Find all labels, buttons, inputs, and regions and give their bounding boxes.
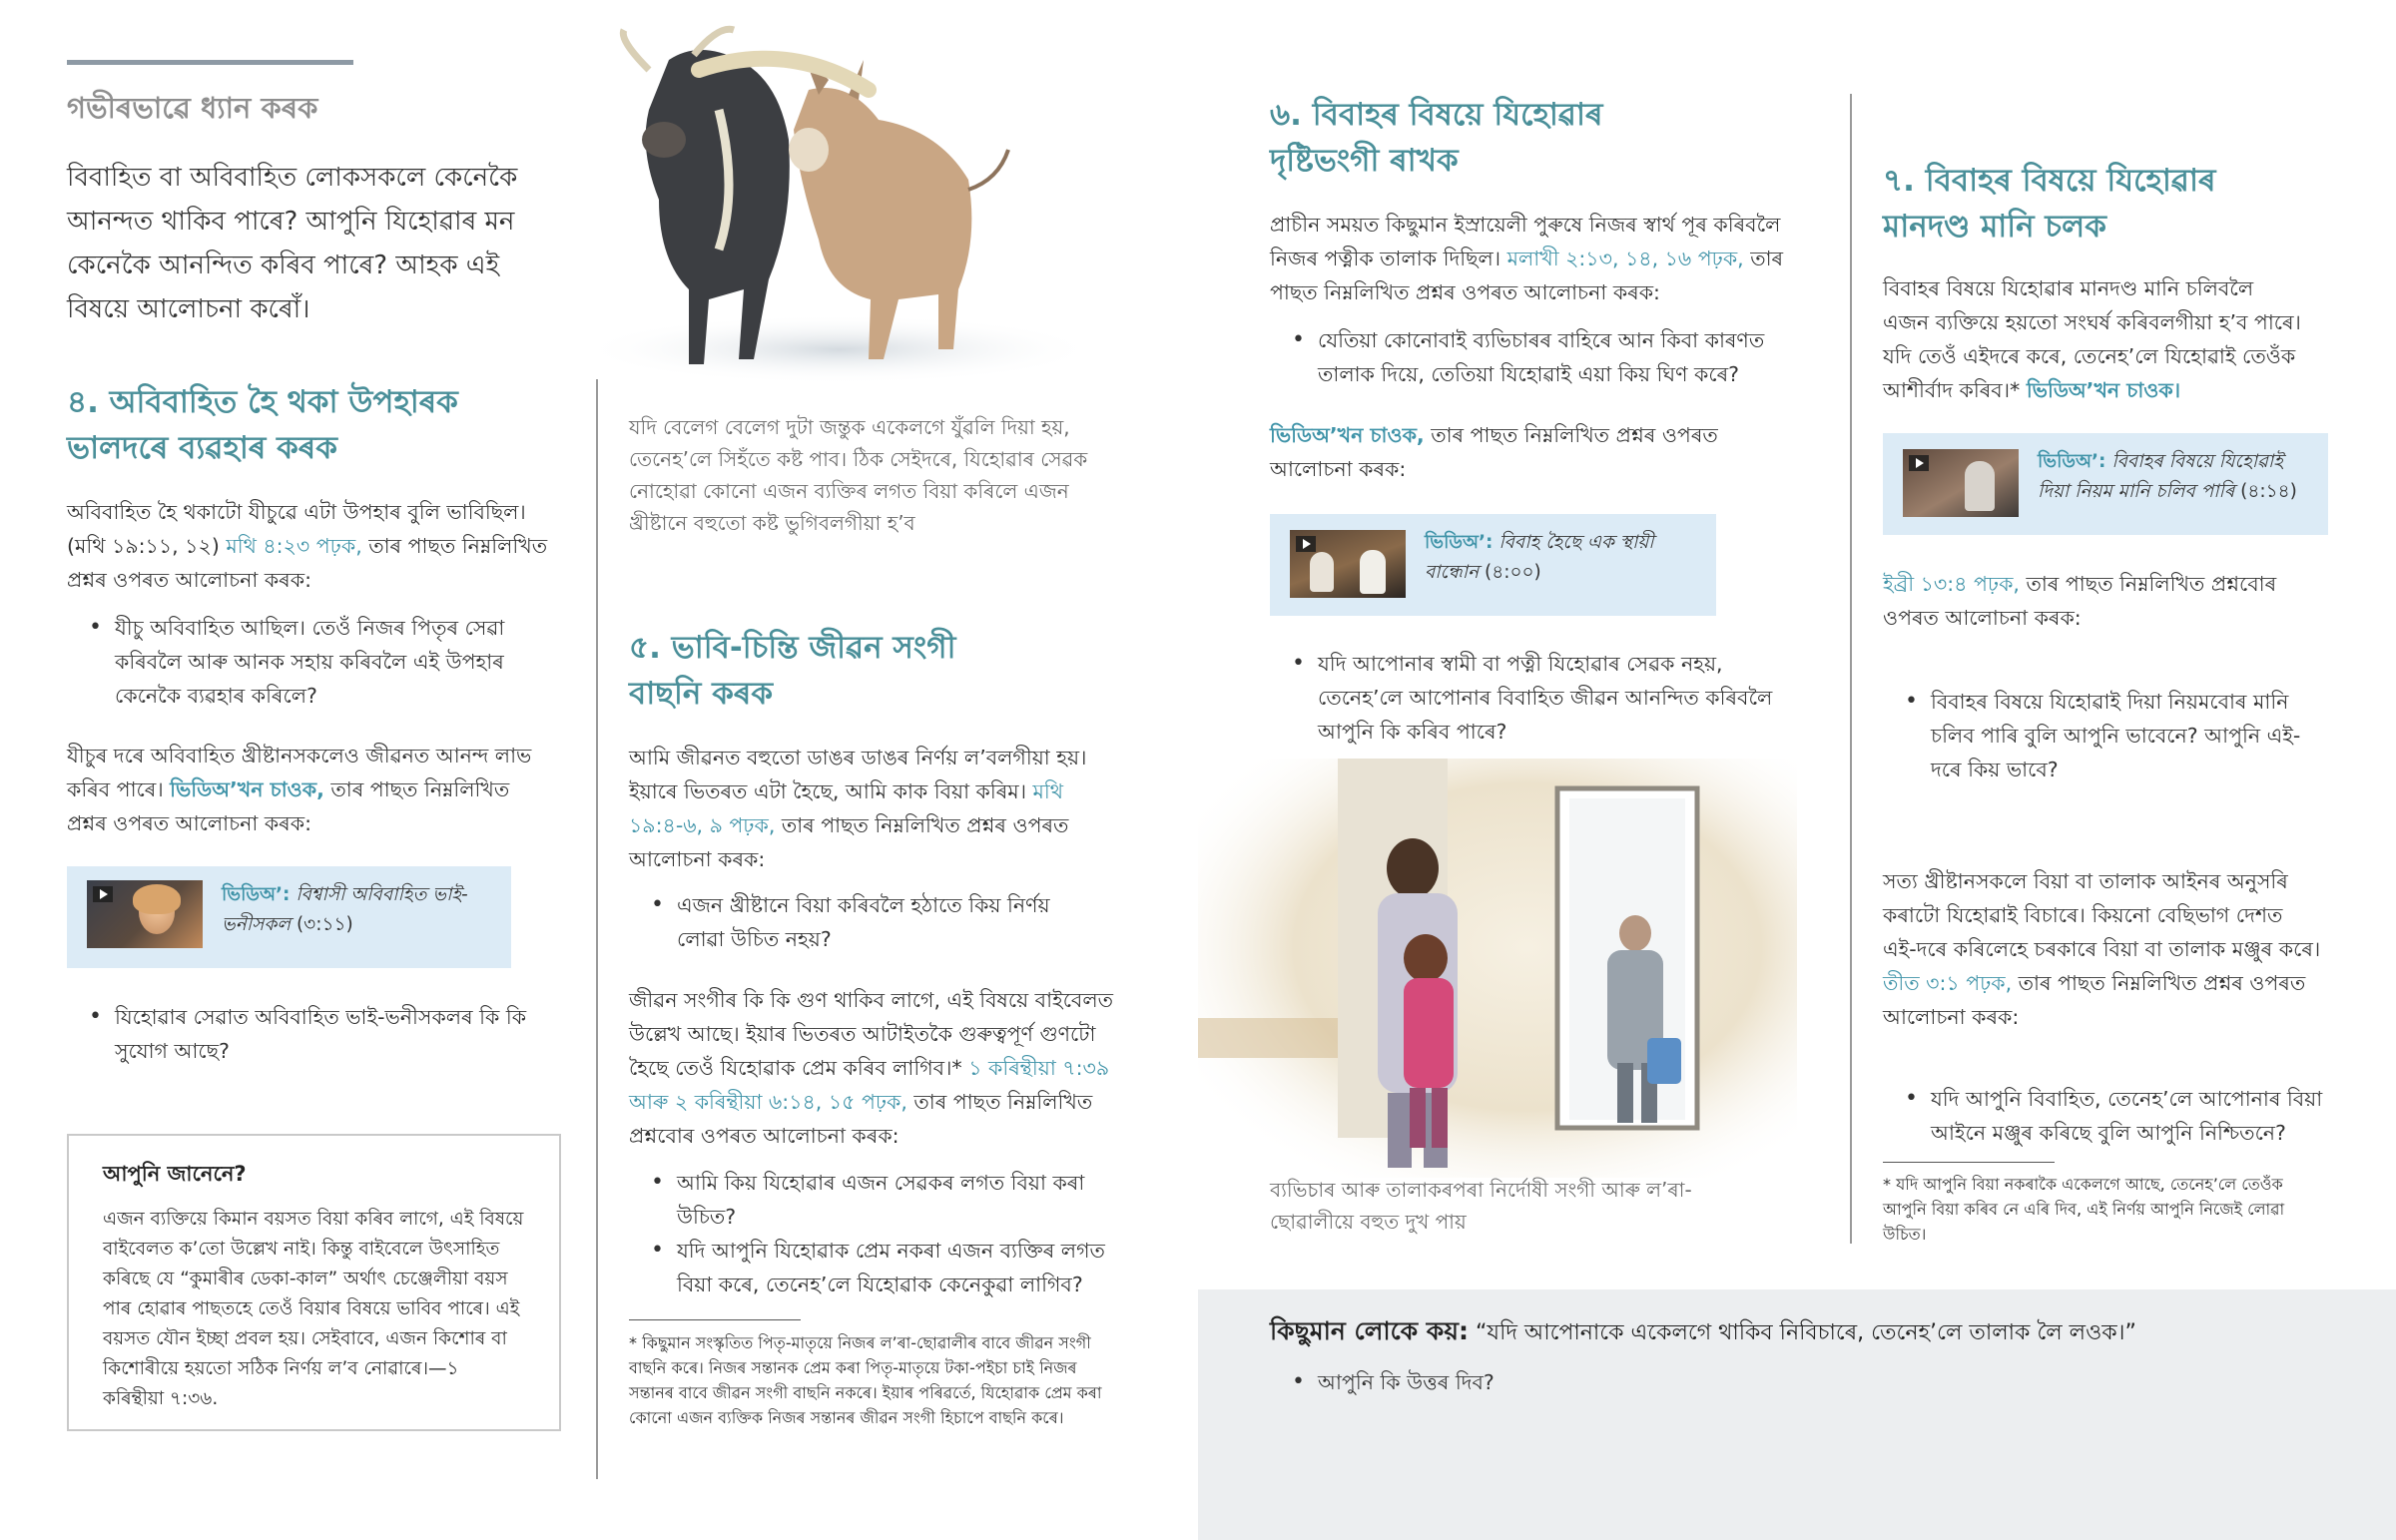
thumbnail-person <box>1310 552 1334 592</box>
section-6-title: ৬. বিবাহৰ বিষয়ে যিহোৱাৰ দৃষ্টিভংগী ৰাখক <box>1270 97 1603 179</box>
some-people-say-panel <box>1198 1289 2396 1540</box>
s5p2-text-b: তাৰ পাছত নিম্নলিখিত প্ৰশ্নবোৰ ওপৰত আলোচনা কৰক: <box>629 1090 1093 1148</box>
video-thumbnail[interactable] <box>87 880 203 948</box>
section-5-questions-2 <box>629 1166 1123 1301</box>
question-item: • যিহোৱাৰ সেৱাত অবিবাহিত ভাই-ভনীসকলৰ কি কি সুযোগ আছে? <box>115 1000 551 1068</box>
question-item: • যেতিয়া কোনোবাই ব্যভিচাৰৰ বাহিৰে আন কিবা কাৰণত তালাক দিয়ে, তেতিয়া যিহোৱাই এয়া কিয় ঘিণ কৰে? <box>1318 323 1769 391</box>
section-5-paragraph-1 <box>629 741 1118 876</box>
video-duration: (৪:০০) <box>1485 562 1541 583</box>
yoked-animals-illustration <box>579 0 1078 384</box>
some-people-say-quote: “যদি আপোনাকে একেলগে থাকিব নিবিচাৰে, তেনেহ’লে তালাক লৈ লওক।” <box>1469 1320 2136 1345</box>
video-duration: (৩:১১) <box>296 914 353 935</box>
family-caption: ব্যভিচাৰ আৰু তালাকৰপৰা নিৰ্দোষী সংগী আৰু ল’ৰা-ছোৱালীয়ে বহুত দুখ পায় <box>1270 1178 1692 1234</box>
question-item: • বিবাহৰ বিষয়ে যিহোৱাই দিয়া নিয়মবোৰ মানি চলিব পাৰি বুলি আপুনি ভাবেনে? আপুনি এই-দৰে কিয় ভাবে? <box>1931 685 2322 786</box>
s4p2-text: যীচুৰ দৰে অবিবাহিত খ্ৰীষ্টানসকলেও জীৱনত আনন্দ লাভ কৰিব পাৰে। <box>67 744 532 801</box>
video-card-1[interactable] <box>67 866 511 968</box>
play-icon[interactable] <box>1909 455 1929 471</box>
video-3-title <box>2038 447 2317 507</box>
column-divider-1 <box>596 379 598 1479</box>
watch-video-link[interactable]: ভিডিঅ’খন চাওক, <box>170 777 324 801</box>
s7p3-text: সত্য খ্ৰীষ্টানসকলে বিয়া বা তালাক আইনৰ অনুসৰি কৰাটো যিহোৱাই বিচাৰে। কিয়নো বেছিভাগ দেশত এই-দৰে কৰিলেহে চৰকাৰে বিয়া বা তালাক মঞ্জুৰ কৰে। <box>1883 869 2321 961</box>
video-card-3[interactable] <box>1883 433 2328 535</box>
section-6-questions-1 <box>1270 323 1769 391</box>
s6p2-text-b: তাৰ পাছত নিম্নলিখিত প্ৰশ্নৰ ওপৰত আলোচনা কৰক: <box>1270 423 1718 481</box>
some-people-say-text <box>1270 1313 2368 1351</box>
watch-video-link-3[interactable]: ভিডিঅ’খন চাওক। <box>2026 378 2181 402</box>
section-6-questions-2 <box>1270 647 1789 749</box>
question-item: • যদি আপুনি বিবাহিত, তেনেহ’লে আপোনাৰ বিয়া আইনে মঞ্জুৰ কৰিছে বুলি আপুনি নিশ্চিতনে? <box>1931 1082 2332 1150</box>
video-title-text: বিবাহ হৈছে এক স্থায়ী বান্ধোন <box>1425 532 1654 583</box>
scripture-link-titus[interactable]: তীত ৩:১ পঢ়ক, <box>1883 971 2013 995</box>
section-7-paragraph-2 <box>1883 567 2302 635</box>
heading-rule <box>67 60 353 65</box>
question-item: • যদি আপুনি যিহোৱাক প্ৰেম নকৰা এজন ব্যক্তিৰ লগত বিয়া কৰে, তেনেহ’লে যিহোৱাক কেনেকুৱা লাগিব? <box>677 1234 1123 1301</box>
s4p1-text: অবিবাহিত হৈ থকাটো যীচুৱে এটা উপহাৰ বুলি ভাবিছিল। (মথি ১৯:১১, ১২) <box>67 500 526 558</box>
scripture-link-hebrews[interactable]: ইব্ৰী ১৩:৪ পঢ়ক, <box>1883 572 2020 596</box>
section-4-paragraph-1 <box>67 495 551 597</box>
section-7-questions-2 <box>1883 1082 2332 1150</box>
video-label: ভিডিঅ’: <box>222 884 291 905</box>
scripture-link-matthew-19[interactable]: মথি ১৯:৪-৬, ৯ পঢ়ক, <box>629 779 1064 837</box>
section-6-paragraph-2 <box>1270 418 1779 486</box>
video-label: ভিডিঅ’: <box>1425 532 1494 553</box>
section-4-paragraph-2 <box>67 739 551 840</box>
play-icon[interactable] <box>1296 536 1316 552</box>
s5p1-text-b: তাৰ পাছত নিম্নলিখিত প্ৰশ্নৰ ওপৰত আলোচনা কৰক: <box>629 813 1069 871</box>
video-2-title <box>1425 528 1694 588</box>
play-icon[interactable] <box>93 886 113 902</box>
some-people-say-label: কিছুমান লোকে কয়: <box>1270 1316 1470 1345</box>
section-7-questions-1 <box>1883 685 2322 786</box>
watch-video-link-2[interactable]: ভিডিঅ’খন চাওক, <box>1270 423 1425 447</box>
thumbnail-person <box>1360 550 1386 594</box>
s7p3-text-b: তাৰ পাছত নিম্নলিখিত প্ৰশ্নৰ ওপৰত আলোচনা কৰক: <box>1883 971 2306 1029</box>
did-you-know-text: এজন ব্যক্তিয়ে কিমান বয়সত বিয়া কৰিব লাগে, এই বিষয়ে বাইবেলত ক’তো উল্লেখ নাই। কিন্তু বাইবেলে উৎসাহিত কৰিছে যে “কুমাৰীৰ ডেকা-কাল” অৰ্থাৎ চেঞ্জেলীয়া বয়স পাৰ হোৱাৰ পাছতহে তেওঁ বিয়াৰ বিষয়ে ভাবিব পাৰে। এই বয়সত যৌন ইচ্ছা প্ৰবল হয়। সেইবাবে, এজন কিশোৰ বা কিশোৰীয়ে হয়তো সঠিক নিৰ্ণয় ল’ব নোৱাৰে।—১ কৰিন্থীয়া ৭:৩৬. <box>103 1209 524 1409</box>
s7p1-text: বিবাহৰ বিষয়ে যিহোৱাৰ মানদণ্ড মানি চলিবলৈ এজন ব্যক্তিয়ে হয়তো সংঘৰ্ষ কৰিবলগীয়া হ’ব পাৰে। যদি তেওঁ এইদৰে কৰে, তেনেহ’লে যিহোৱাই তেওঁক আশীৰ্বাদ কৰিব।* <box>1883 276 2301 402</box>
section-5-questions-1 <box>629 888 1088 956</box>
section-6-paragraph-1 <box>1270 208 1809 309</box>
video-thumbnail[interactable] <box>1903 449 2019 517</box>
video-title-text: বিশ্বাসী অবিবাহিত ভাই-ভনীসকল <box>222 884 468 935</box>
section-5-title: ৫. ভাবি-চিন্তি জীৱন সংগী বাছনি কৰক <box>629 630 956 712</box>
video-card-2[interactable] <box>1270 514 1716 616</box>
video-title-text: বিবাহৰ বিষয়ে যিহোৱাই দিয়া নিয়ম মানি চলিব পাৰি <box>2038 451 2283 502</box>
scripture-link-corinthians[interactable]: ১ কৰিন্থীয়া ৭:৩৯ আৰু ২ কৰিন্থীয়া ৬:১৪, ১৫ পঢ়ক, <box>629 1056 1110 1114</box>
section-7-paragraph-1 <box>1883 271 2302 407</box>
s5p1-text: আমি জীৱনত বহুতো ডাঙৰ ডাঙৰ নিৰ্ণয় ল’বলগীয়া হয়। ইয়াৰে ভিতৰত এটা হৈছে, আমি কাক বিয়া কৰিম। <box>629 746 1087 803</box>
s4p1-text-b: তাৰ পাছত নিম্নলিখিত প্ৰশ্নৰ ওপৰত আলোচনা কৰক: <box>67 534 548 592</box>
family-illustration <box>1198 759 1797 1178</box>
did-you-know-title: আপুনি জানেনে? <box>103 1162 247 1186</box>
video-duration: (৪:১৪) <box>2240 481 2297 502</box>
bottom-question <box>1270 1365 2168 1399</box>
section-4-questions-2 <box>67 1000 551 1068</box>
footnote-rule-2 <box>1883 1162 2055 1163</box>
question-item: • যীচু অবিবাহিত আছিল। তেওঁ নিজৰ পিতৃৰ সেৱা কৰিবলৈ আৰু আনক সহায় কৰিবলৈ এই উপহাৰ কেনেকৈ ব্যৱহাৰ কৰিলে? <box>115 611 551 713</box>
video-label: ভিডিঅ’: <box>2038 451 2106 472</box>
thumbnail-hair <box>133 884 181 914</box>
meditate-heading: গভীৰভাৱে ধ্যান কৰক <box>67 91 318 125</box>
did-you-know-box <box>67 1134 561 1431</box>
s7p2-text-b: তাৰ পাছত নিম্নলিখিত প্ৰশ্নবোৰ ওপৰত আলোচনা কৰক: <box>1883 572 2277 630</box>
video-1-title <box>222 880 491 940</box>
footnote-2: * কিছুমান সংস্কৃতিত পিতৃ-মাতৃয়ে নিজৰ ল’ৰা-ছোৱালীৰ বাবে জীৱন সংগী বাছনি কৰে। নিজৰ সন্তানক প্ৰেম কৰা পিতৃ-মাতৃয়ে টকা-পইচা চাই নিজৰ সন্তানৰ বাবে জীৱন সংগী বাছনি নকৰে। ইয়াৰ পৰিৱৰ্তে, যিহোৱাক প্ৰেম কৰা কোনো এজন ব্যক্তিক নিজৰ সন্তানৰ জীৱন সংগী হিচাপে বাছনি কৰে। <box>629 1333 1102 1427</box>
section-5-paragraph-2 <box>629 983 1123 1153</box>
scripture-link-matthew-4-23[interactable]: মথি ৪:২৩ পঢ়ক, <box>226 534 362 558</box>
column-divider-2 <box>1850 94 1852 1244</box>
thumbnail-person <box>1965 461 1995 511</box>
s4p2-text-b: তাৰ পাছত নিম্নলিখিত প্ৰশ্নৰ ওপৰত আলোচনা কৰক: <box>67 777 510 835</box>
question-item: • আপুনি কি উত্তৰ দিব? <box>1318 1365 2168 1399</box>
question-item: • আমি কিয় যিহোৱাৰ এজন সেৱকৰ লগত বিয়া কৰা উচিত? <box>677 1166 1123 1234</box>
scripture-link-malachi[interactable]: মলাখী ২:১৩, ১৪, ১৬ পঢ়ক, <box>1506 247 1744 270</box>
footnote-4: * যদি আপুনি বিয়া নকৰাকৈ একেলগে আছে, তেনেহ’লে তেওঁক আপুনি বিয়া কৰিব নে এৰি দিব, এই নিৰ্ণয় আপুনি নিজেই লোৱা উচিত। <box>1883 1175 2285 1244</box>
section-7-paragraph-3 <box>1883 864 2322 1034</box>
section-4-title: ৪. অবিবাহিত হৈ থকা উপহাৰক ভালদৰে ব্যৱহাৰ কৰক <box>67 384 458 466</box>
question-item: • এজন খ্ৰীষ্টানে বিয়া কৰিবলৈ হঠাতে কিয় নিৰ্ণয় লোৱা উচিত নহয়? <box>677 888 1088 956</box>
oxen-caption: যদি বেলেগ বেলেগ দুটা জন্তুক একেলগে যুঁৱলি দিয়া হয়, তেনেহ’লে সিহঁতে কষ্ট পাব। ঠিক সেইদৰে, যিহোৱাৰ সেৱক নোহোৱা কোনো এজন ব্যক্তিৰ লগত বিয়া কৰিলে এজন খ্ৰীষ্টানে বহুতো কষ্ট ভুগিবলগীয়া হ’ব <box>629 415 1088 535</box>
question-item: • যদি আপোনাৰ স্বামী বা পত্নী যিহোৱাৰ সেৱক নহয়, তেনেহ’লে আপোনাৰ বিবাহিত জীৱন আনন্দিত কৰিবলৈ আপুনি কি কৰিব পাৰে? <box>1318 647 1789 749</box>
s5p2-text: জীৱন সংগীৰ কি কি গুণ থাকিব লাগে, এই বিষয়ে বাইবেলত উল্লেখ আছে। ইয়াৰ ভিতৰত আটাইতকৈ গুৰুত্বপূৰ্ণ গুণটো হৈছে তেওঁ যিহোৱাক প্ৰেম কৰিব লাগিব।* <box>629 988 1114 1080</box>
s6p1-text: প্ৰাচীন সময়ত কিছুমান ইস্ৰায়েলী পুৰুষে নিজৰ স্বাৰ্থ পূৰ কৰিবলৈ নিজৰ পত্নীক তালাক দিছিল। <box>1270 213 1781 270</box>
s6p1-text-b: তাৰ পাছত নিম্নলিখিত প্ৰশ্নৰ ওপৰত আলোচনা কৰক: <box>1270 247 1784 304</box>
intro-text: বিবাহিত বা অবিবাহিত লোকসকলে কেনেকৈ আনন্দত থাকিব পাৰে? আপুনি যিহোৱাৰ মন কেনেকৈ আনন্দিত কৰিব পাৰে? আহক এই বিষয়ে আলোচনা কৰোঁ। <box>67 163 518 324</box>
footnote-rule <box>629 1319 801 1320</box>
section-4-questions-1 <box>67 611 551 713</box>
section-7-title: ৭. বিবাহৰ বিষয়ে যিহোৱাৰ মানদণ্ড মানি চলক <box>1883 163 2216 245</box>
video-thumbnail[interactable] <box>1290 530 1406 598</box>
